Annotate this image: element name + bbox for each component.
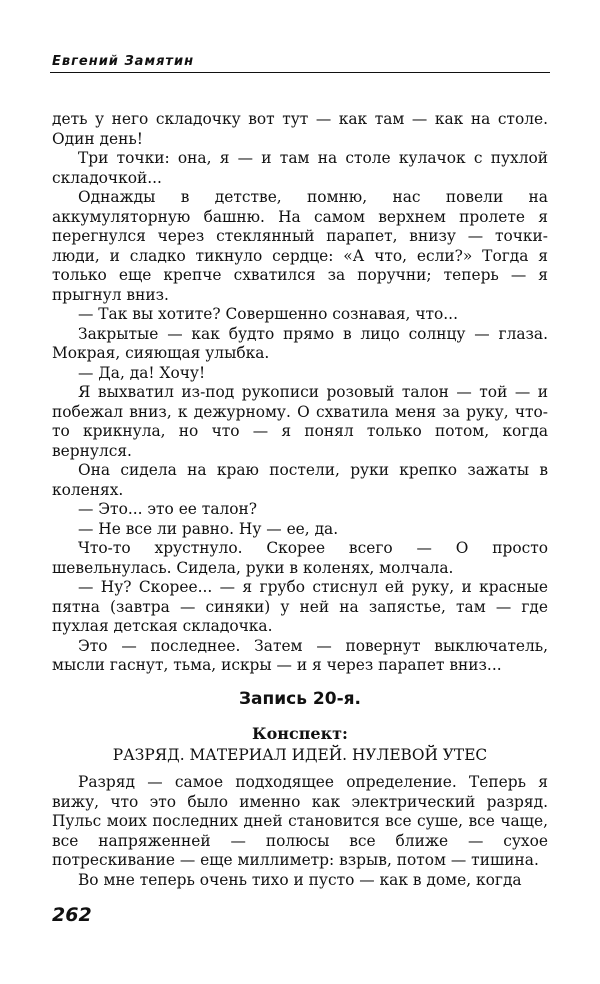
paragraph: — Не все ли равно. Ну — ее, да. <box>78 519 339 538</box>
paragraph: — Да, да! Хочу! <box>78 363 206 382</box>
running-head: Евгений Замятин <box>52 54 195 69</box>
paragraph: Она сидела на краю постели, руки крепко зажаты в коленях. <box>52 461 548 499</box>
page-number: 262 <box>52 904 92 926</box>
paragraph: — Ну? Скорее... — я грубо стиснул ей руку, и красные пятна (завтра — синяки) у ней на запястье, там — где пухлая детская складочка. <box>52 578 548 635</box>
paragraph: Во мне теперь очень тихо и пусто — как в доме, когда <box>78 870 522 889</box>
paragraph: Однажды в детстве, помню, нас повели на аккумуляторную башню. На самом верхнем пролете я перегнулся через стеклянный парапет, внизу — точки-люди, и сладко тикнуло сердце: «А что, если?» Тогда я только еще крепче схватился за поручни; теперь — я прыгнул вниз. <box>52 188 548 304</box>
paragraph: Это — последнее. Затем — повернут выключатель, мысли гаснут, тьма, искры — и я через парапет вниз... <box>52 636 548 674</box>
paragraph: Закрытые — как будто прямо в лицо солнцу — глаза. Мокрая, сияющая улыбка. <box>52 324 548 362</box>
paragraph: деть у него складочку вот тут — как там — как на столе. Один день! <box>52 110 548 148</box>
header-rule <box>50 72 550 73</box>
paragraph: Три точки: она, я — и там на столе кулачок с пухлой складочкой... <box>52 149 548 187</box>
paragraph: — Так вы хотите? Совершенно сознавая, что... <box>78 305 458 323</box>
section-subtitle: РАЗРЯД. МАТЕРИАЛ ИДЕЙ. НУЛЕВОЙ УТЕС <box>112 746 488 764</box>
paragraph: — Это... это ее талон? <box>78 500 258 518</box>
body-text-bottom <box>52 773 548 890</box>
section-label: Конспект: <box>252 724 348 743</box>
section-title: Запись 20-я. <box>238 689 362 709</box>
paragraph: Разряд — самое подходящее определение. Теперь я вижу, что это было именно как электрический разряд. Пульс моих последних дней становится все суше, все чаще, все напряженней — полюсы все ближе — сухое потрескивание — еще миллиметр: взрыв, потом — тишина. <box>52 773 548 869</box>
body-text-top <box>52 110 548 676</box>
paragraph: Что-то хрустнуло. Скорее всего — О просто шевельнулась. Сидела, руки в коленях, молчала. <box>52 539 548 577</box>
paragraph: Я выхватил из-под рукописи розовый талон — той — и побежал вниз, к дежурному. О схватила меня за руку, что-то крикнула, но что — я понял только потом, когда вернулся. <box>52 383 548 460</box>
